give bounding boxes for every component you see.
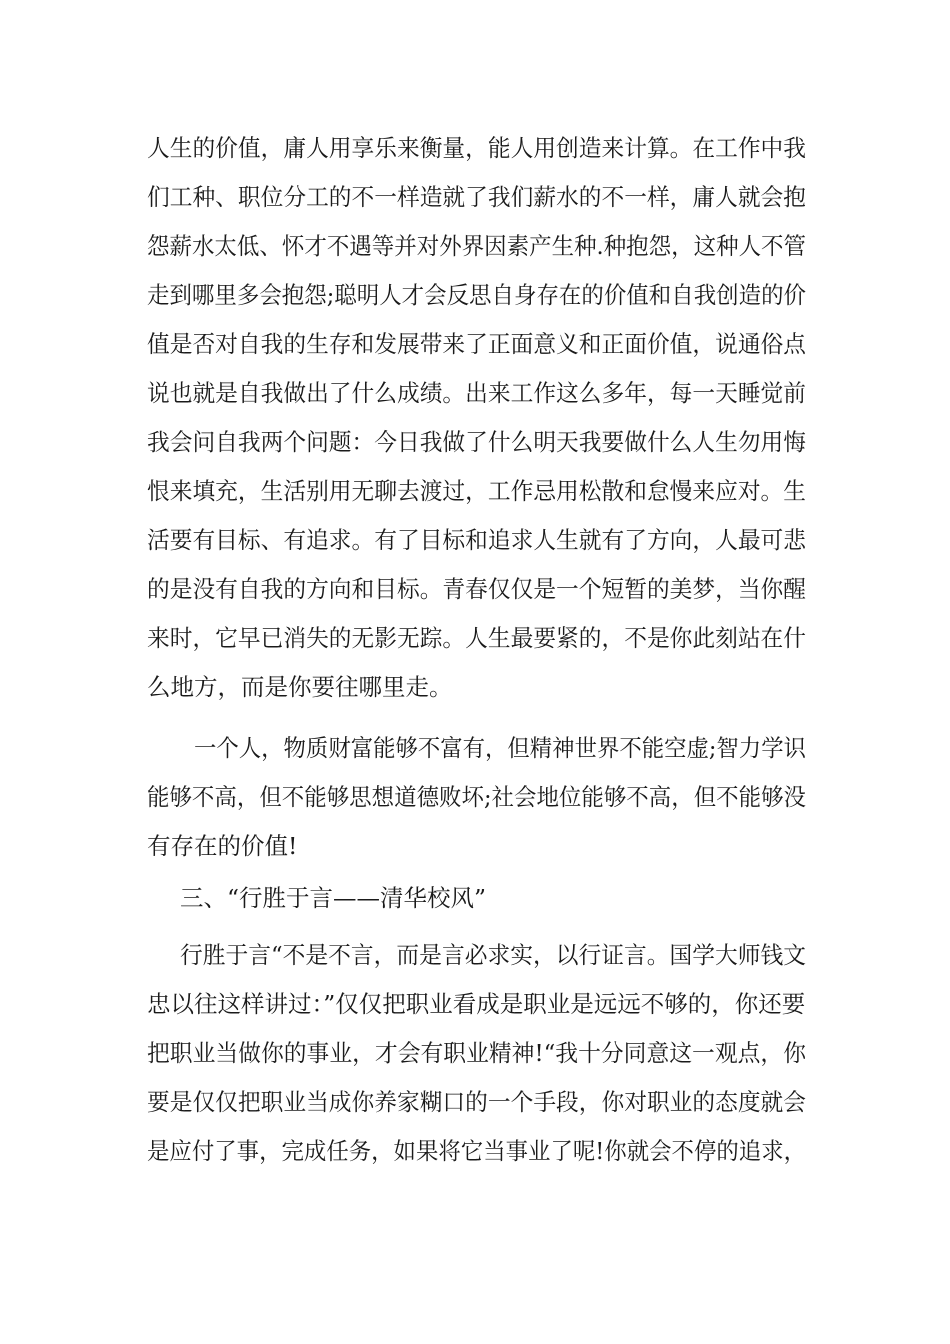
text-line: 来时，它早已消失的无影无踪。人生最要紧的，不是你此刻站在什 [147,624,807,652]
text-line: 有存在的价值! [147,832,298,860]
text-line: 的是没有自我的方向和目标。青春仅仅是一个短暂的美梦，当你醒 [147,575,807,603]
text-line: 一个人，物质财富能够不富有，但精神世界不能空虚;智力学识 [194,734,806,762]
text-line: 恨来填充，生活别用无聊去渡过，工作忌用松散和怠慢来应对。生 [147,477,807,505]
text-line: 要是仅仅把职业当成你养家糊口的一个手段，你对职业的态度就会 [147,1088,807,1116]
section-heading: 三、“行胜于言——清华校风” [180,884,487,912]
text-line: 是应付了事，完成任务，如果将它当事业了呢!你就会不停的追求， [147,1137,807,1165]
text-line: 能够不高，但不能够思想道德败坏;社会地位能够不高，但不能够没 [147,783,807,811]
text-line: 我会问自我两个问题：今日我做了什么明天我要做什么人生勿用悔 [147,428,807,456]
text-line: 走到哪里多会抱怨;聪明人才会反思自身存在的价值和自我创造的价 [147,281,807,309]
text-line: 值是否对自我的生存和发展带来了正面意义和正面价值，说通俗点 [147,330,807,358]
text-line: 把职业当做你的事业，才会有职业精神!“我十分同意这一观点，你 [147,1039,807,1067]
text-line: 行胜于言“不是不言，而是言必求实，以行证言。国学大师钱文 [180,941,807,969]
text-line: 人生的价值，庸人用享乐来衡量，能人用创造来计算。在工作中我 [147,134,807,162]
text-line: 忠以往这样讲过：”仅仅把职业看成是职业是远远不够的，你还要 [147,990,806,1018]
text-line: 们工种、职位分工的不一样造就了我们薪水的不一样，庸人就会抱 [147,183,807,211]
text-line: 怨薪水太低、怀才不遇等并对外界因素产生种.种抱怨，这种人不管 [147,232,807,260]
text-line: 么地方，而是你要往哪里走。 [147,673,453,701]
text-line: 说也就是自我做出了什么成绩。出来工作这么多年，每一天睡觉前 [147,379,807,407]
text-line: 活要有目标、有追求。有了目标和追求人生就有了方向，人最可悲 [147,526,807,554]
